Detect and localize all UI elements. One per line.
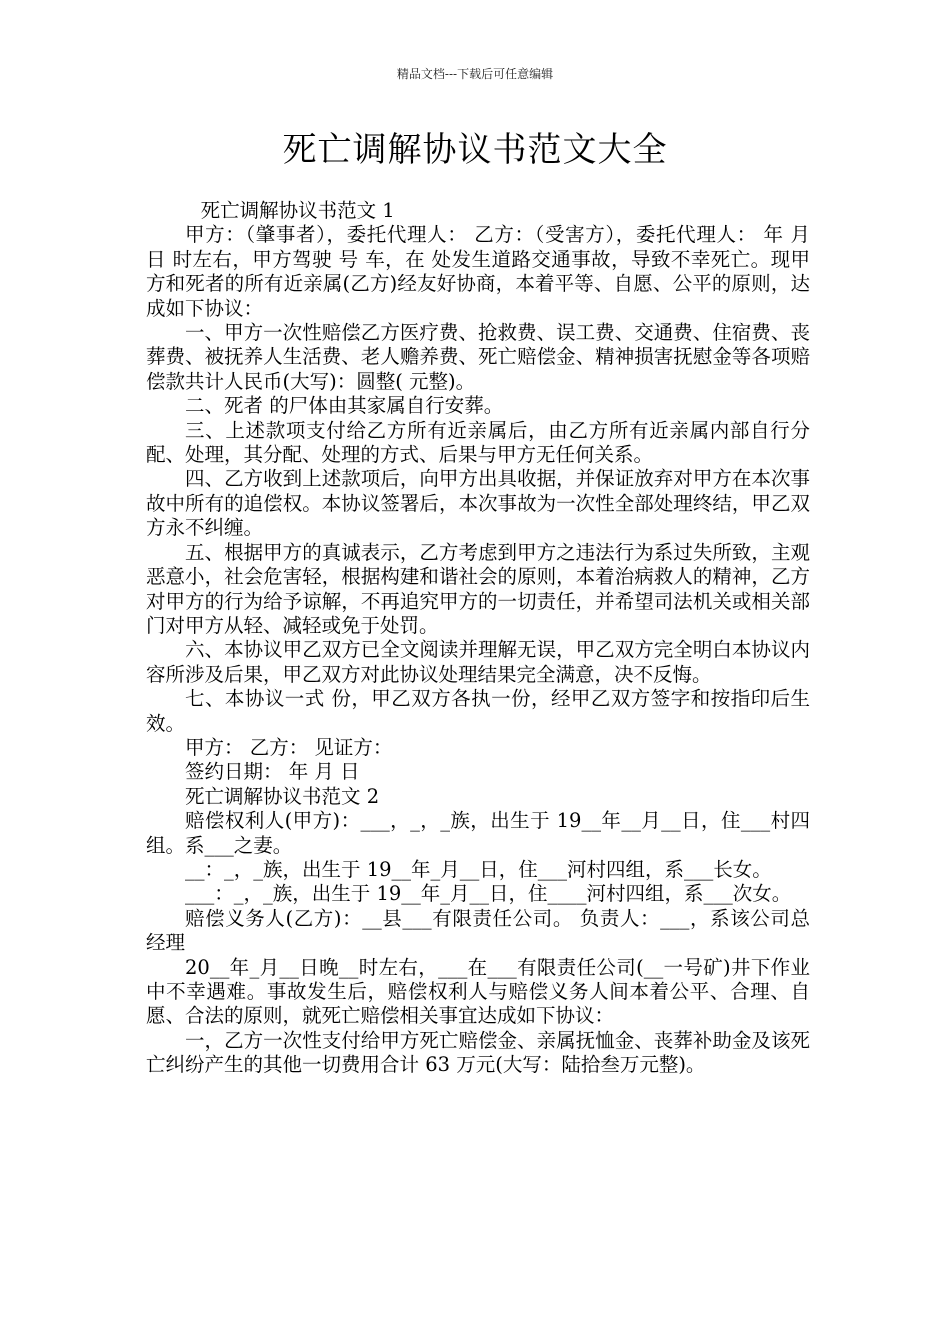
document-body — [146, 199, 810, 1078]
paragraph: 甲方：（肇事者），委托代理人： 乙方：（受害方），委托代理人： 年 月 日 时左右，甲方驾驶 号 车，在 处发生道路交通事故，导致不幸死亡。现甲方和死者的所有近亲属(乙方)经友好协商，本着平等、自愿、公平的原则，达成如下协议： — [146, 223, 810, 320]
paragraph: 四、乙方收到上述款项后，向甲方出具收据，并保证放弃对甲方在本次事故中所有的追偿权。本协议签署后，本次事故为一次性全部处理终结，甲乙双方永不纠缠。 — [146, 467, 810, 540]
paragraph: 六、本协议甲乙双方已全文阅读并理解无误，甲乙双方完全明白本协议内容所涉及后果，甲乙双方对此协议处理结果完全满意，决不反悔。 — [146, 638, 810, 686]
paragraph: 一、甲方一次性赔偿乙方医疗费、抢救费、误工费、交通费、住宿费、丧葬费、被抚养人生活费、老人赡养费、死亡赔偿金、精神损害抚慰金等各项赔偿款共计人民币(大写)：圆整( 元整)。 — [146, 321, 810, 393]
document-title: 死亡调解协议书范文大全 — [282, 130, 668, 170]
paragraph: 二、死者 的尸体由其家属自行安葬。 — [185, 394, 504, 418]
paragraph: 赔偿权利人(甲方)：___，_，_族，出生于 19__年__月__日，住___村四组。系___之妻。 — [146, 809, 810, 857]
signature-line: 甲方： 乙方： 见证方： — [185, 735, 393, 759]
paragraph: 20__年_月__日晚__时左右，___在___有限责任公司(__一号矿)井下作业中不幸遇难。事故发生后，赔偿权利人与赔偿义务人间本着公平、合理、自愿、合法的原则，就死亡赔偿相关事宜达成如下协议： — [146, 955, 810, 1028]
paragraph: 三、上述款项支付给乙方所有近亲属后，由乙方所有近亲属内部自行分配、处理，其分配、处理的方式、后果与甲方无任何关系。 — [146, 418, 810, 467]
paragraph: 一，乙方一次性支付给甲方死亡赔偿金、亲属抚恤金、丧葬补助金及该死亡纠纷产生的其他一切费用合计 63 万元(大写：陆拾叁万元整)。 — [146, 1028, 810, 1077]
paragraph: 七、本协议一式 份，甲乙双方各执一份，经甲乙双方签字和按指印后生效。 — [146, 687, 810, 735]
paragraph: ___：_，_族，出生于 19__年_月__日，住____河村四组，系___次女。 — [185, 882, 792, 906]
paragraph: 五、根据甲方的真诚表示，乙方考虑到甲方之违法行为系过失所致，主观恶意小，社会危害轻，根据构建和谐社会的原则，本着治病救人的精神，乙方对甲方的行为给予谅解，不再追究甲方的一切责任，并希望司法机关或相关部门对甲方从轻、减轻或免于处罚。 — [146, 540, 810, 637]
paragraph: 赔偿义务人(乙方)：__县___有限责任公司。 负责人：___，系该公司总经理 — [146, 906, 810, 955]
paragraph: __：_，_族，出生于 19__年_月__日，住___河村四组，系___长女。 — [185, 857, 772, 881]
section-heading-1: 死亡调解协议书范文 1 — [200, 199, 395, 222]
section-heading-2: 死亡调解协议书范文 2 — [185, 784, 380, 808]
page-header: 精品文档---下载后可任意编辑 — [396, 67, 554, 81]
signing-date: 签约日期： 年 月 日 — [185, 760, 360, 784]
